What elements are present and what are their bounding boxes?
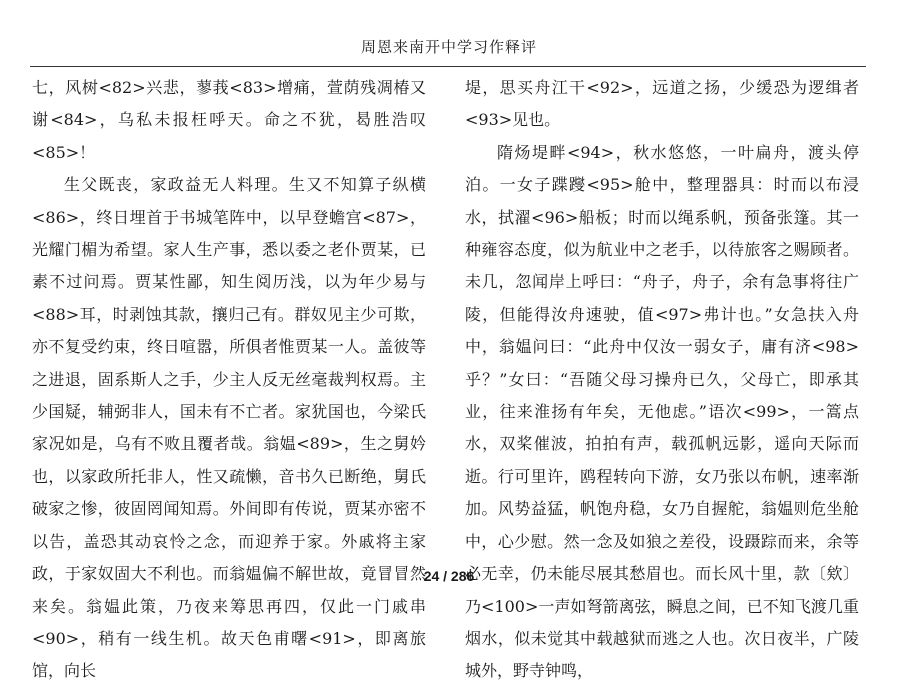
paragraph: 隋炀堤畔<94>，秋水悠悠，一叶扁舟，渡头停泊。一女子蹀躞<95>舱中，整理器具：时而以布浸水，拭濯<96>船板；时而以绳系帆，预备张篷。其一种雍容态度，似为航业中之老手，以待旅客之赐顾者。未几，忽闻岸上呼曰：“舟子，舟子，余有急事将往广陵，但能得汝舟速驶，值<97>弗计也。”女急扶入舟中，翁媪问曰：“此舟中仅汝一弱女子，庸有济<98>乎？”女曰：“吾随父母习操舟已久，父母亡，即承其业，往来淮扬有年矣，无他虑。”语次<99>，一篙点水，双桨催波，拍拍有声，载孤帆远影，遥向天际而逝。行可里许，鸥程转向下游，女乃张以布帆，速率渐加。风势益猛，帆饱舟稳，女乃自握舵，翁媪则危坐舱中，心少慰。然一念及如狼之差役，设蹑踪而来，余等必无幸，仍未能尽展其愁眉也。而长风十里，款〔欸〕乃<100>一声如弩箭离弦，瞬息之间，已不知飞渡几重烟水，似未觉其中载越狱而逃之人也。次日夜半，广陵城外，野寺钟鸣，	[465, 142, 859, 681]
right-text-column	[465, 72, 859, 688]
page-number: 24 / 286	[423, 568, 475, 584]
paragraph: 七，风树<82>兴悲，蓼莪<83>增痛，萱荫残凋椿又谢<84>，乌私未报枉呼天。命之不犹，曷胜浩叹<85>！	[32, 78, 426, 162]
header-rule	[30, 66, 866, 67]
running-header: 周恩来南开中学习作释评	[360, 38, 537, 56]
paragraph: 生父既丧，家政益无人料理。生又不知算子纵横<86>，终日埋首于书城笔阵中，以早登蟾宫<87>，光耀门楣为希望。家人生产事，悉以委之老仆贾某，已素不过问焉。贾某性鄙，知生阅历浅，以为年少易与<88>耳，时剥蚀其款，攘归己有。群奴见主少可欺，亦不复受约束，终日喧嚣，所俱者惟贾某一人。盖彼等之进退，固系斯人之手，少主人反无丝毫裁判权焉。主少国疑，辅弼非人，国未有不亡者。家犹国也，今梁氏家况如是，乌有不败且覆者哉。翁媪<89>，生之舅妗也，以家政所托非人，性又疏懒，音书久已断绝，舅氏破家之惨，彼固罔闻知焉。外间即有传说，贾某亦密不以告，盖恐其动哀怜之念，而迎养于家。外戚将主家政，于家奴固大不利也。而翁媪偏不解世故，竟冒冒然来矣。翁媪此策，乃夜来筹思再四，仅此一门戚串<90>，稍有一线生机。故天色甫曙<91>，即离旅馆，向长	[32, 175, 426, 681]
left-text-column	[32, 72, 426, 688]
paragraph: 堤，思买舟江干<92>，远道之扬，少缓恐为逻缉者<93>见也。	[465, 78, 859, 130]
